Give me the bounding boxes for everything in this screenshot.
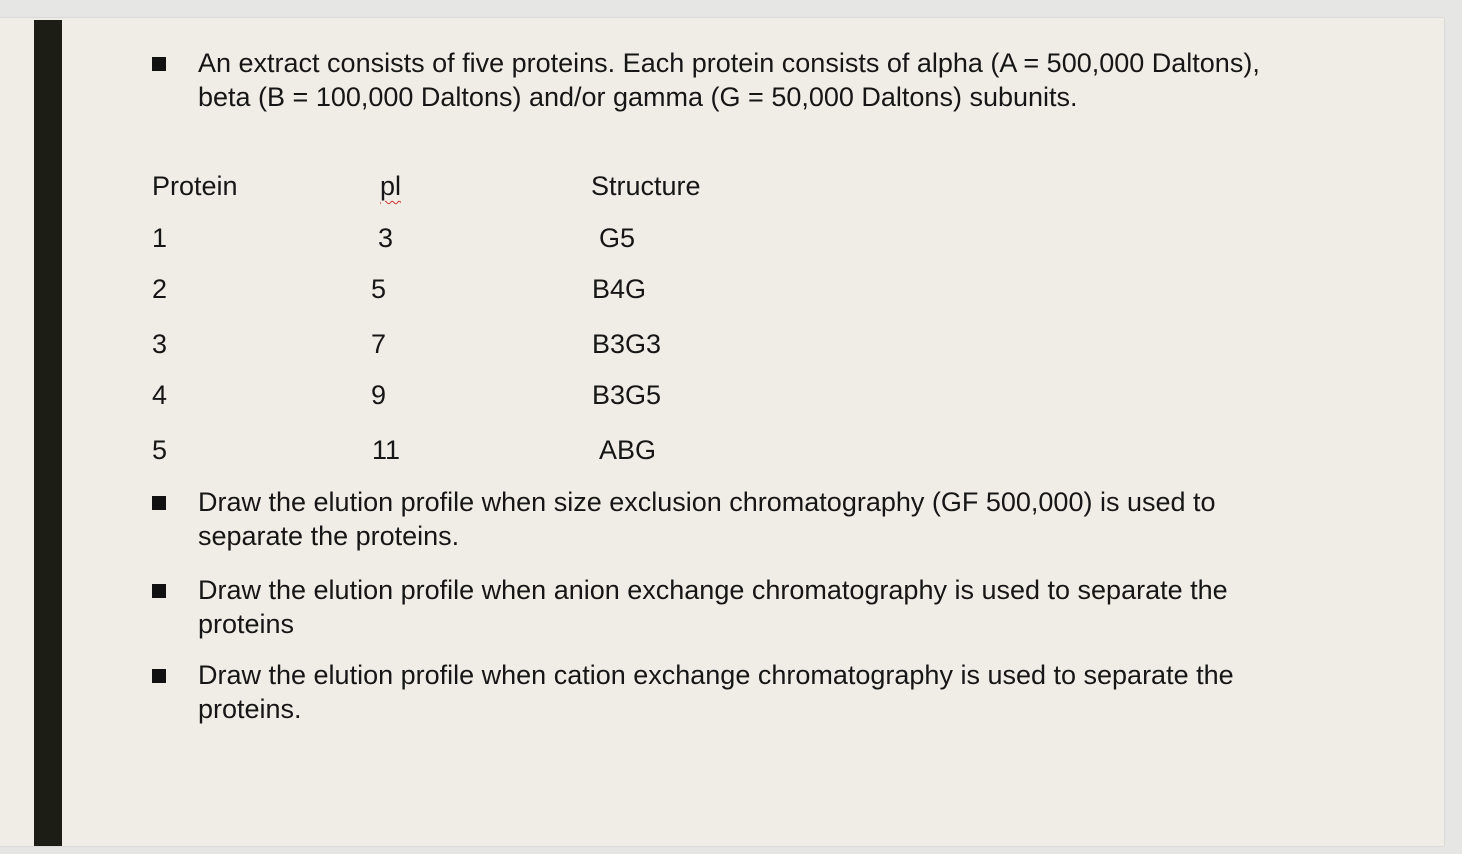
row-1-pi: 3 — [378, 223, 394, 253]
row-1-protein: 1 — [152, 223, 168, 253]
row-4-pi: 9 — [371, 380, 387, 410]
square-bullet-icon — [152, 584, 166, 598]
row-4-protein: 4 — [152, 380, 168, 410]
row-5-structure: ABG — [599, 435, 657, 465]
row-2-structure: B4G — [592, 274, 647, 304]
header-pi: pl — [380, 171, 402, 201]
question-text: Draw the elution profile when cation exchange chromatography is used to separate the proteins. — [198, 660, 1234, 724]
row-2-protein: 2 — [152, 274, 168, 304]
question-bullet-size-exclusion — [152, 485, 1272, 553]
row-5-protein: 5 — [152, 435, 168, 465]
row-3-structure: B3G3 — [592, 329, 662, 359]
header-protein: Protein — [152, 171, 238, 201]
row-3-pi: 7 — [371, 329, 387, 359]
row-1-structure: G5 — [599, 223, 636, 253]
question-text: Draw the elution profile when size exclusion chromatography (GF 500,000) is used to separate the proteins. — [198, 487, 1216, 551]
intro-text: An extract consists of five proteins. Each protein consists of alpha (A = 500,000 Daltons), beta (B = 100,000 Daltons) and/or gamma (G = 50,000 Daltons) subunits. — [198, 48, 1260, 112]
square-bullet-icon — [152, 496, 166, 510]
question-text: Draw the elution profile when anion exchange chromatography is used to separate the proteins — [198, 575, 1228, 639]
row-2-pi: 5 — [371, 274, 387, 304]
question-bullet-cation-exchange — [152, 658, 1272, 726]
square-bullet-icon — [152, 57, 166, 71]
question-bullet-anion-exchange — [152, 573, 1272, 641]
row-4-structure: B3G5 — [592, 380, 662, 410]
row-5-pi: 11 — [372, 435, 401, 465]
slide-accent-bar — [34, 20, 62, 846]
header-structure: Structure — [591, 171, 701, 201]
intro-bullet — [152, 46, 1272, 114]
square-bullet-icon — [152, 669, 166, 683]
row-3-protein: 3 — [152, 329, 168, 359]
